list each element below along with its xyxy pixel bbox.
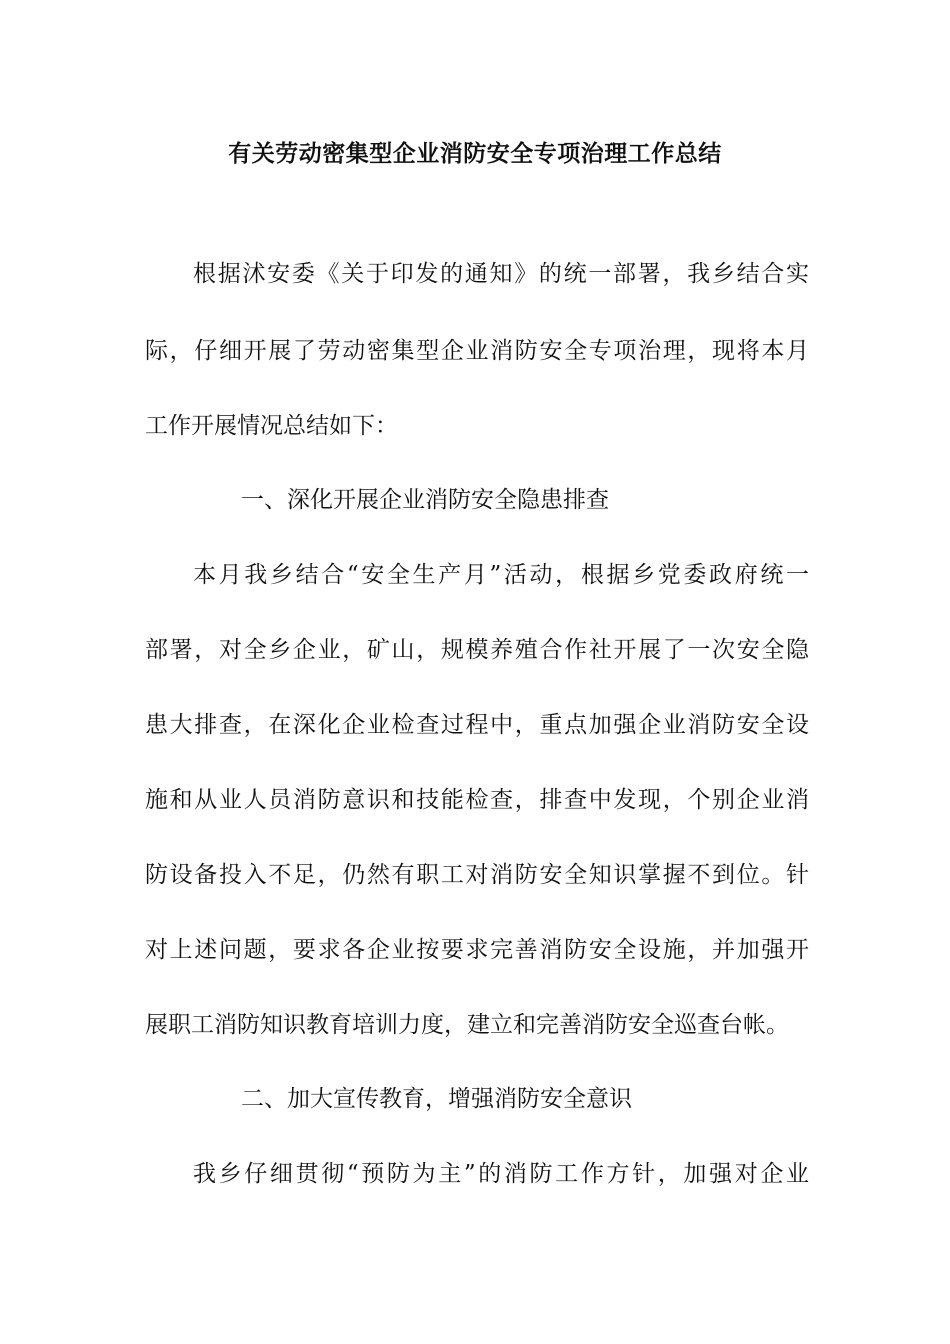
paragraph-1-line-3: 工作开展情况总结如下： bbox=[145, 413, 398, 439]
paragraph-2-line-4: 施和从业人员消防意识和技能检查，排查中发现，个别企业消 bbox=[145, 787, 809, 813]
paragraph-1-line-1: 根据沭安委《关于印发的通知》的统一部署，我乡结合实 bbox=[193, 261, 809, 287]
paragraph-2-line-6: 对上述问题，要求各企业按要求完善消防安全设施，并加强开 bbox=[145, 937, 809, 963]
section-heading-1: 一、深化开展企业消防安全隐患排查 bbox=[241, 487, 609, 513]
paragraph-2-line-3: 患大排查，在深化企业检查过程中，重点加强企业消防安全设 bbox=[145, 712, 809, 738]
document-title: 有关劳动密集型企业消防安全专项治理工作总结 bbox=[228, 140, 722, 167]
paragraph-2-line-1: 本月我乡结合“安全生产月”活动，根据乡党委政府统一 bbox=[193, 562, 809, 588]
section-heading-2: 二、加大宣传教育，增强消防安全意识 bbox=[241, 1086, 632, 1112]
paragraph-3-line-1: 我乡仔细贯彻“预防为主”的消防工作方针，加强对企业 bbox=[193, 1161, 809, 1187]
paragraph-2-line-2: 部署，对全乡企业，矿山，规模养殖合作社开展了一次安全隐 bbox=[145, 637, 809, 663]
paragraph-2-line-7: 展职工消防知识教育培训力度，建立和完善消防安全巡查台帐。 bbox=[145, 1012, 789, 1038]
paragraph-1-line-2: 际，仔细开展了劳动密集型企业消防安全专项治理，现将本月 bbox=[145, 338, 809, 364]
paragraph-2-line-5: 防设备投入不足，仍然有职工对消防安全知识掌握不到位。针 bbox=[145, 862, 809, 888]
